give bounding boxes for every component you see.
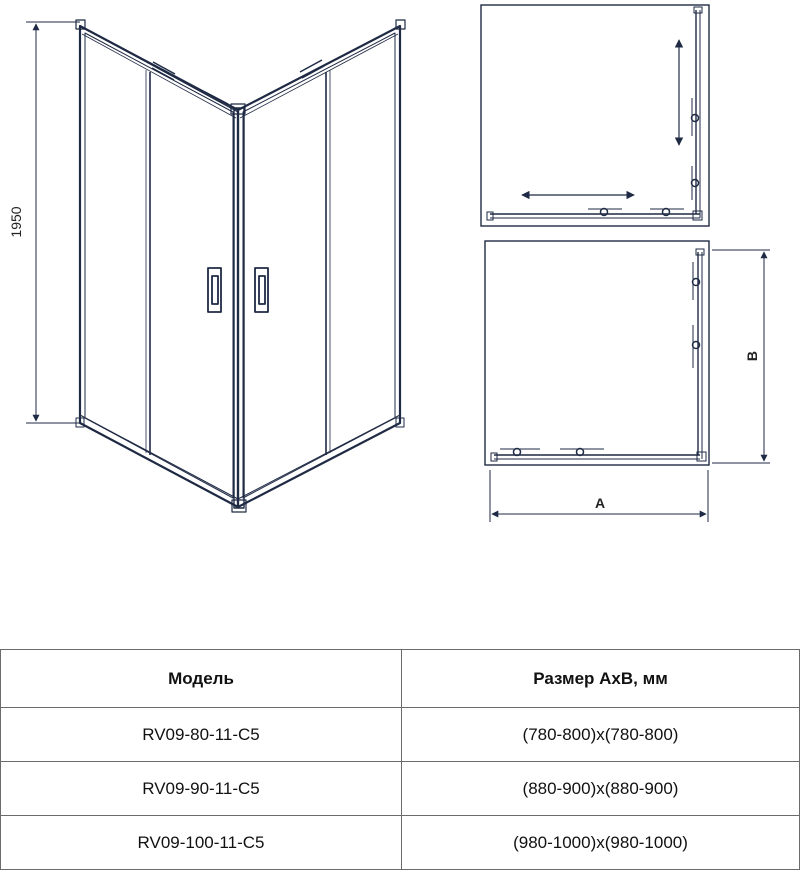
height-label: 1950 (8, 206, 24, 238)
plan-view-closed (481, 5, 709, 226)
table-row (1, 762, 800, 816)
table-row (1, 708, 800, 762)
plan-view-open (485, 241, 770, 522)
model-cell: RV09-100-11-C5 (1, 816, 402, 870)
header-size: Размер АхВ, мм (402, 650, 800, 708)
size-table (0, 649, 800, 870)
dimension-b-label: B (744, 350, 760, 362)
door-handle-left (208, 268, 221, 312)
size-cell: (880-900)х(880-900) (402, 762, 800, 816)
enclosure-perspective (76, 20, 405, 512)
header-model: Модель (1, 650, 402, 708)
height-dimension (26, 22, 80, 423)
door-handle-right (255, 268, 268, 312)
dimension-a-label: A (594, 495, 606, 511)
model-cell: RV09-80-11-C5 (1, 708, 402, 762)
table-header-row (1, 650, 800, 708)
size-cell: (780-800)х(780-800) (402, 708, 800, 762)
table-row (1, 816, 800, 870)
model-cell: RV09-90-11-C5 (1, 762, 402, 816)
size-cell: (980-1000)х(980-1000) (402, 816, 800, 870)
